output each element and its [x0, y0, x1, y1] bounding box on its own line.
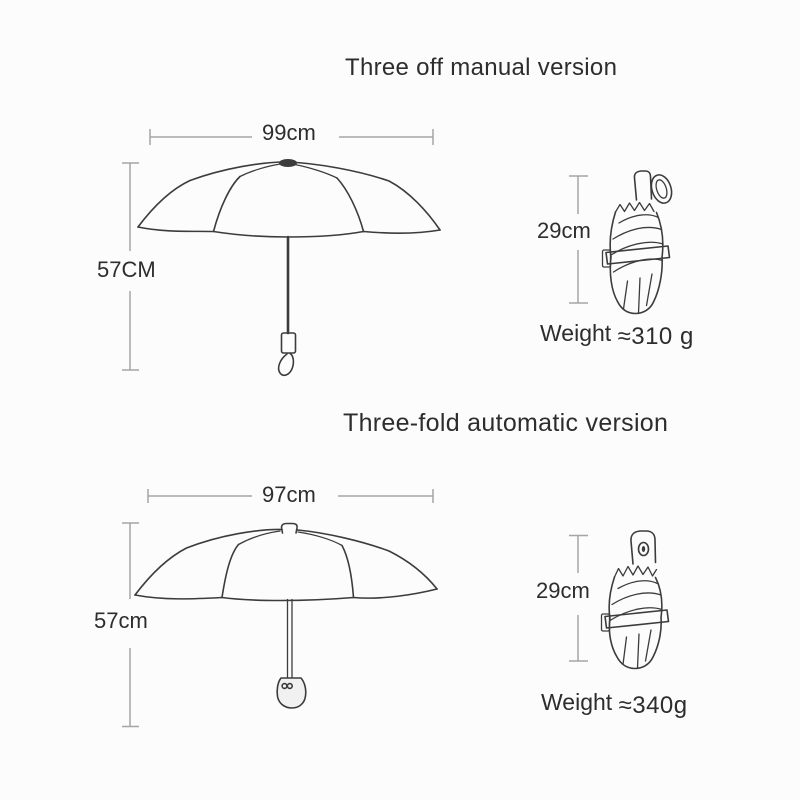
canopy-rib-right	[337, 178, 364, 232]
top-cap	[279, 159, 297, 167]
folded-tip-fringe	[616, 203, 655, 213]
section-title-manual: Three off manual version	[345, 54, 618, 81]
automatic-weight	[541, 689, 688, 717]
canopy-rib-left	[222, 545, 239, 598]
folded-handle-button-slot	[642, 546, 645, 552]
automatic-height-label: 57cm	[94, 608, 148, 633]
folded-lower-folds	[624, 274, 653, 313]
manual-folded-umbrella-drawing	[603, 171, 676, 314]
automatic-width-label: 97cm	[262, 482, 316, 507]
manual-folded-height-label: 29cm	[537, 218, 591, 243]
manual-weight-label: Weight	[540, 320, 618, 346]
canopy-rib-left	[214, 177, 241, 232]
automatic-open-umbrella-drawing	[135, 524, 437, 709]
canopy-bottom-edge	[138, 227, 440, 237]
canopy-outline-right	[298, 530, 438, 589]
canopy-outline	[138, 162, 440, 230]
manual-weight-value: ≈310 g	[617, 323, 694, 350]
automatic-folded-height-label: 29cm	[536, 578, 590, 603]
folded-lower-folds	[623, 630, 651, 668]
folded-wrist-loop-inner	[654, 178, 669, 199]
handle	[282, 333, 296, 353]
wrist-loop	[279, 354, 294, 376]
folded-handle	[634, 171, 651, 200]
folded-strap	[606, 246, 670, 264]
manual-width-label: 99cm	[262, 120, 316, 145]
folded-tip-fringe	[615, 566, 657, 577]
manual-height-label: 57CM	[97, 257, 156, 282]
manual-open-umbrella-drawing	[138, 159, 440, 375]
manual-weight	[540, 320, 694, 348]
top-cap	[282, 524, 298, 534]
shaft-double-line	[288, 600, 293, 679]
automatic-weight-value: ≈340g	[618, 692, 688, 719]
folded-strap	[605, 610, 669, 628]
section-title-automatic: Three-fold automatic version	[343, 409, 669, 437]
canopy-bottom-edge	[135, 589, 437, 601]
automatic-folded-umbrella-drawing	[602, 531, 669, 669]
canopy-rib-right	[342, 546, 354, 598]
handle	[277, 678, 306, 708]
automatic-weight-label: Weight	[541, 689, 619, 715]
canopy-top-seam-right	[298, 532, 342, 546]
folded-wrist-loop-outer	[648, 172, 675, 205]
canopy-outline-left	[135, 529, 282, 595]
